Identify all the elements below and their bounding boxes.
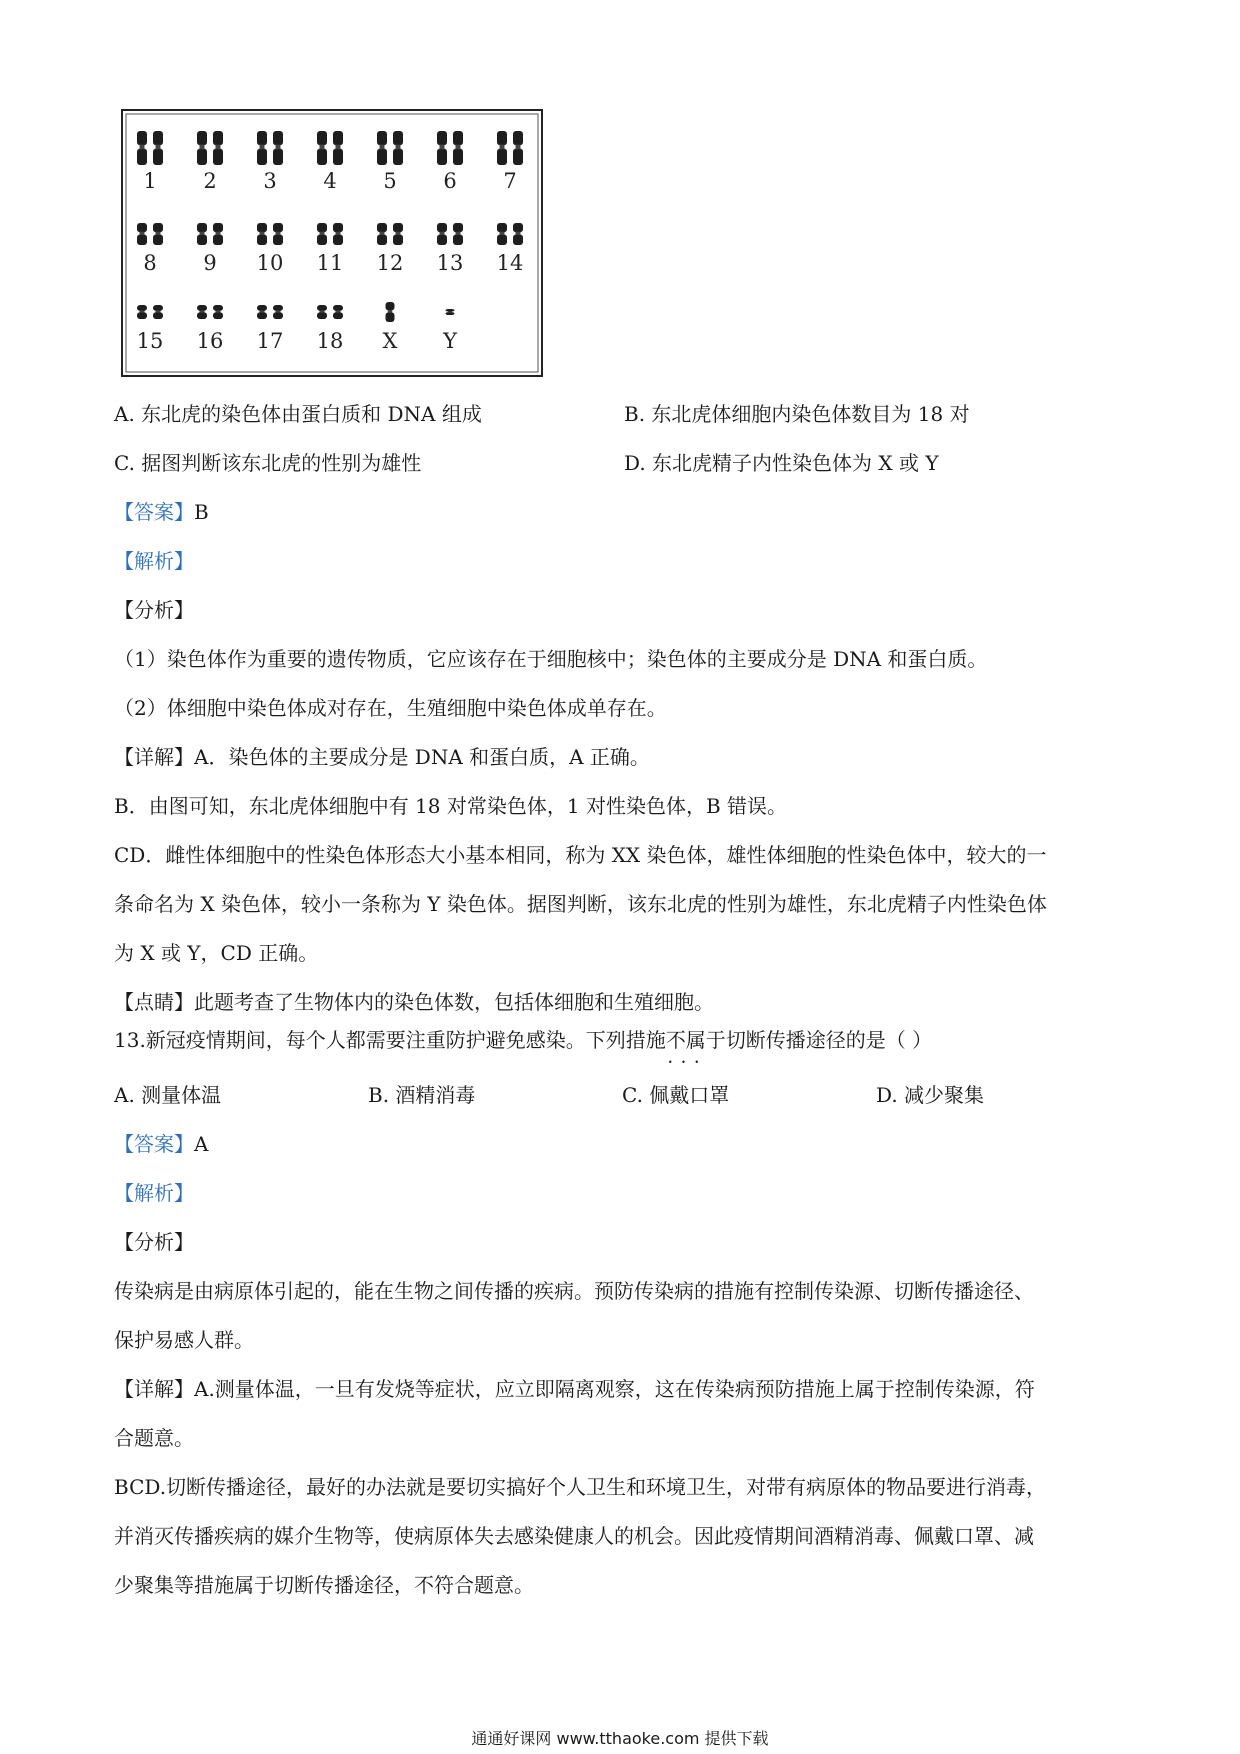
- q12-answer: [114, 499, 209, 525]
- chromosome-label: 4: [323, 169, 337, 193]
- answer-tag: 【答案】: [114, 500, 194, 524]
- xiangjie-text: A．染色体的主要成分是 DNA 和蛋白质，A 正确。: [194, 745, 650, 769]
- q13-stem-emphasis: 不属于 • • •: [666, 1028, 726, 1052]
- xiangjie-text: A.测量体温，一旦有发烧等症状，应立即隔离观察，这在传染病预防措施上属于控制传染源，符: [194, 1377, 1035, 1401]
- q12-option-b: B. 东北虎体细胞内染色体数目为 18 对: [624, 402, 970, 426]
- chromosome-label: 7: [503, 169, 517, 193]
- q12-xiangjie-line-3: CD．雌性体细胞中的性染色体形态大小基本相同，称为 XX 染色体，雄性体细胞的性染色体中，较大的一: [114, 843, 1047, 867]
- xiangjie-tag: 【详解】: [114, 745, 194, 769]
- chromosome-label: 9: [203, 251, 217, 275]
- karyotype-figure: [120, 108, 544, 378]
- q13-option-b: B. 酒精消毒: [368, 1083, 476, 1107]
- q13-answer: [114, 1131, 208, 1157]
- chromosome-label: 10: [256, 251, 284, 275]
- chromosome-label: Y: [443, 329, 457, 353]
- q12-fenxi-tag: 【分析】: [114, 598, 194, 622]
- chromosome-label: 5: [383, 169, 397, 193]
- chromosome-label: 1: [143, 169, 157, 193]
- chromosome-label: 17: [256, 329, 284, 353]
- q13-fenxi-line-1: 传染病是由病原体引起的，能在生物之间传播的疾病。预防传染病的措施有控制传染源、切断传播途径、: [114, 1279, 1034, 1303]
- chromosome-label: X: [382, 329, 398, 353]
- xiangjie-tag: 【详解】: [114, 1377, 194, 1401]
- chromosome-label: 15: [136, 329, 164, 353]
- answer-value: B: [194, 500, 209, 524]
- answer-tag: 【答案】: [114, 1132, 194, 1156]
- chromosome-label: 14: [496, 251, 524, 275]
- q13-xiangjie-line-1: [114, 1376, 1035, 1402]
- q13-fenxi-line-2: 保护易感人群。: [114, 1328, 254, 1352]
- q12-jiexi-tag: 【解析】: [114, 549, 194, 573]
- q12-xiangjie-line-2: B．由图可知，东北虎体细胞中有 18 对常染色体，1 对性染色体，B 错误。: [114, 794, 787, 818]
- dianjing-text: 此题考查了生物体内的染色体数，包括体细胞和生殖细胞。: [194, 990, 714, 1014]
- q12-option-d: D. 东北虎精子内性染色体为 X 或 Y: [624, 451, 939, 475]
- q13-stem: [114, 1027, 932, 1053]
- q13-xiangjie-line-4: 并消灭传播疾病的媒介生物等，使病原体失去感染健康人的机会。因此疫情期间酒精消毒、佩戴口罩、减: [114, 1524, 1034, 1548]
- chromosome-label: 8: [143, 251, 157, 275]
- q12-fenxi-line-2: （2）体细胞中染色体成对存在，生殖细胞中染色体成单存在。: [114, 696, 667, 720]
- page-footer: 通通好课网 www.tthaoke.com 提供下载: [471, 1729, 769, 1748]
- q13-fenxi-tag: 【分析】: [114, 1230, 194, 1254]
- q12-fenxi-line-1: （1）染色体作为重要的遗传物质，它应该存在于细胞核中；染色体的主要成分是 DNA 和蛋白质。: [114, 647, 988, 671]
- q12-dianjing: [114, 989, 714, 1015]
- answer-value: A: [194, 1132, 209, 1156]
- dianjing-tag: 【点睛】: [114, 990, 194, 1014]
- chromosome-label: 3: [263, 169, 277, 193]
- chromosome-label: 13: [436, 251, 464, 275]
- q13-option-d: D. 减少聚集: [876, 1083, 985, 1107]
- chromosome-label: 12: [376, 251, 404, 275]
- q13-option-c: C. 佩戴口罩: [622, 1083, 730, 1107]
- q12-xiangjie-line-4: 条命名为 X 染色体，较小一条称为 Y 染色体。据图判断，该东北虎的性别为雄性，东北虎精子内性染色体: [114, 892, 1047, 916]
- q13-xiangjie-line-3: BCD.切断传播途径，最好的办法就是要切实搞好个人卫生和环境卫生，对带有病原体的物品要进行消毒，: [114, 1475, 1047, 1499]
- q12-xiangjie-line-1: [114, 744, 650, 770]
- q13-jiexi-tag: 【解析】: [114, 1181, 194, 1205]
- chromosome-label: 11: [316, 251, 344, 275]
- q12-xiangjie-line-5: 为 X 或 Y，CD 正确。: [114, 941, 319, 965]
- q12-option-c: C. 据图判断该东北虎的性别为雄性: [114, 451, 422, 475]
- chromosome-label: 2: [203, 169, 217, 193]
- q13-xiangjie-line-5: 少聚集等措施属于切断传播途径，不符合题意。: [114, 1573, 534, 1597]
- chromosome-label: 6: [443, 169, 457, 193]
- q13-stem-pre: 13.新冠疫情期间，每个人都需要注重防护避免感染。下列措施: [114, 1028, 666, 1052]
- q12-option-a: A. 东北虎的染色体由蛋白质和 DNA 组成: [114, 402, 482, 426]
- q13-stem-post: 切断传播途径的是（ ）: [725, 1028, 933, 1052]
- q13-option-a: A. 测量体温: [114, 1083, 222, 1107]
- q13-xiangjie-line-2: 合题意。: [114, 1426, 194, 1450]
- chromosome-label: 16: [196, 329, 224, 353]
- chromosome-label: 18: [316, 329, 344, 353]
